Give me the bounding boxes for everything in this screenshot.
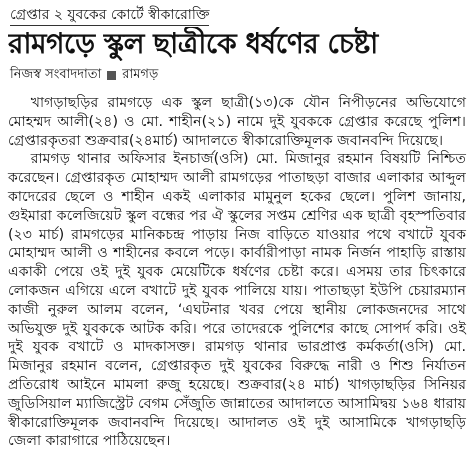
article-paragraph: খাগড়াছড়ির রামগড়ে এক স্কুল ছাত্রী(১৩)কে যৌন নিপীড়নের অভিযোগে মোহম্মদ আলী(২৪) ও মো. শাহীন(২১) নামে দুই যুবককে গ্রেপ্তার করেছে পুলিশ। গ্রেপ্তারকৃতরা শুক্রবার(২৪মার্চ) আদালতে স্বীকারোক্তিমূলক জবানবন্দি দিয়েছে। <box>8 95 466 149</box>
article-body <box>8 94 466 451</box>
article-paragraph: রামগড় থানার অফিসার ইনচার্জ(ওসি) মো. মিজানুর রহমান বিষয়টি নিশ্চিত করেছেন। গ্রেপ্তারকৃত মোহাম্মদ আলী রামগড়ের পাতাছড়া বাজার এলাকার আব্দুল কাদেরের ছেলে ও শাহীন একই এলাকার মামুনুল হকের ছেলে। পুলিশ জানায়, গুইমারা কলেজিয়েট স্কুল বন্ধের পর ঐ স্কুলের সপ্তম শ্রেণির এক ছাত্রী বৃহস্পতিবার (২৩ মার্চ) রামগড়ের মানিকচন্দ্র পাড়ায় নিজ বাড়িতে যাওয়ার পথে বখাটে যুবক মোহাম্মদ আলী ও শাহীনের কবলে পড়ে। কার্বারীপাড়া নামক নির্জন পাহাড়ি রাস্তায় একাকী পেয়ে ওই দুই যুবক মেয়েটিকে ধর্ষণের চেষ্টা করে। এসময় তার চিৎকারে লোকজন এগিয়ে এলে বখাটে দুই যুবক পালিয়ে যায়। পাতাছড়া ইউপি চেয়ারম্যান কাজী নুরুল আলম বলেন, ‘এঘটনার খবর পেয়ে স্থানীয় লোকজনদের সাথে অভিযুক্ত দুই যুবককে আটক করি। পরে তাদেরকে পুলিশের কাছে সোপর্দ করি। ওই দুই যুবক বখাটে ও মাদকাসক্ত। রামগড় থানার ভারপ্রাপ্ত কর্মকর্তা(ওসি) মো. মিজানুর রহমান বলেন, গ্রেপ্তারকৃত দুই যুবকের বিরুদ্ধে নারী ও শিশু নির্যাতন প্রতিরোধ আইনে মামলা রুজু হয়েছে। শুক্রবার(২৪ মার্চ) খাগড়াছড়ির সিনিয়র জুডিসিয়াল ম্যাজিস্ট্রেট বেগম সেঁজুতি জান্নাতের আদালতে আসামিদ্বয় ১৬৪ ধারায় স্বীকারোক্তিমূলক জবানবন্দি দিয়েছে। আদালত ওই দুই আসামিকে খাগড়াছড়ি জেলা কারাগারে পাঠিয়েছেন। <box>8 151 466 450</box>
byline <box>10 66 158 84</box>
byline-location: রামগড় <box>122 67 159 82</box>
byline-reporter: নিজস্ব সংবাদদাতা <box>10 67 102 82</box>
kicker: গ্রেপ্তার ২ যুবকের কোর্টে স্বীকারোক্তি <box>10 6 209 26</box>
square-bullet-icon <box>107 71 116 80</box>
headline: রামগড়ে স্কুল ছাত্রীকে ধর্ষণের চেষ্টা <box>8 27 378 60</box>
